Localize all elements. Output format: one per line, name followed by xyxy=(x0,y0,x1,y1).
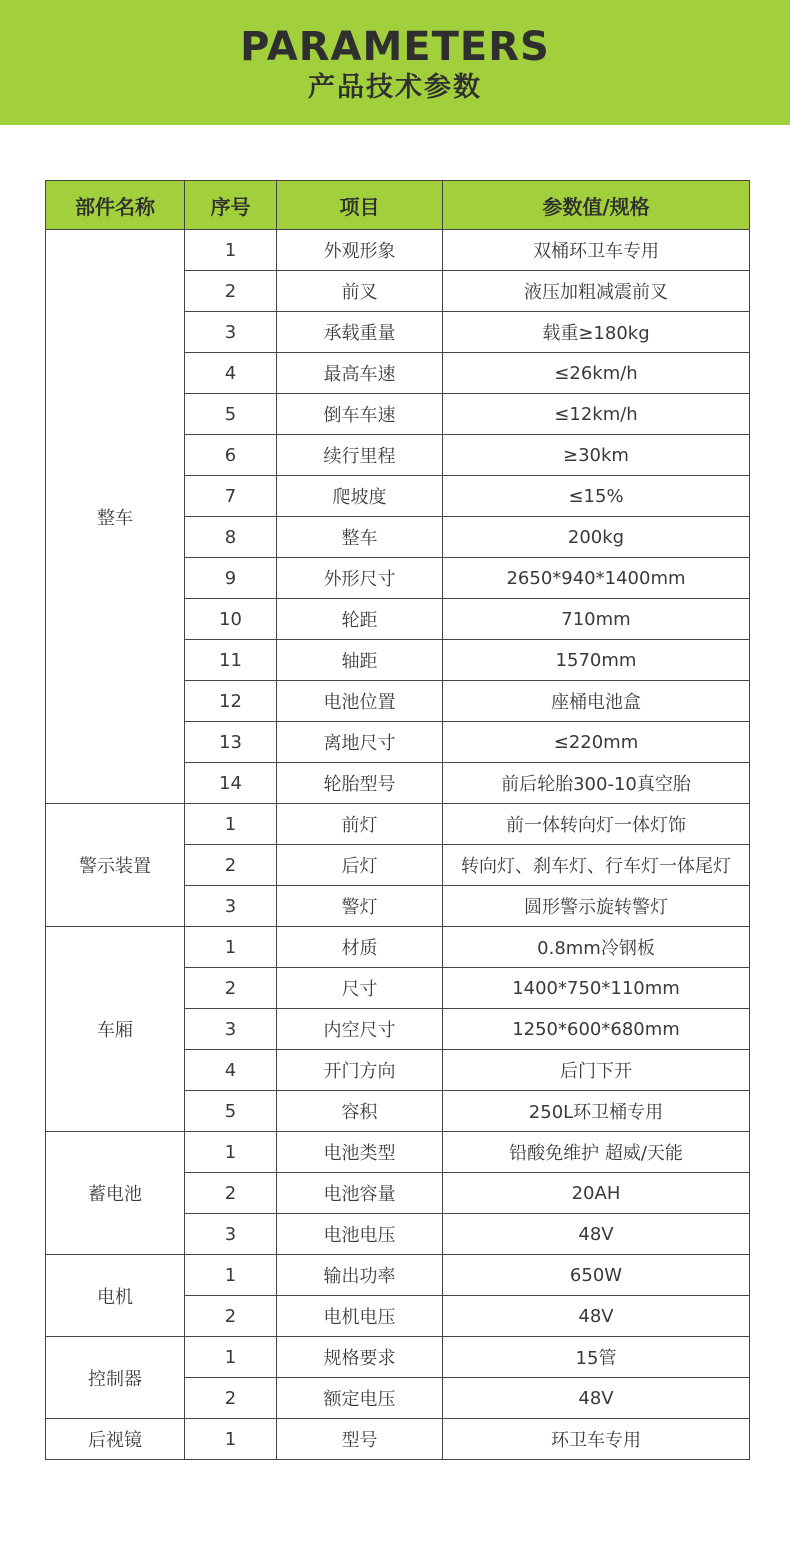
item-name-cell: 后灯 xyxy=(277,845,443,886)
item-name-cell: 容积 xyxy=(277,1091,443,1132)
spec-value-cell: 15管 xyxy=(443,1337,750,1378)
spec-value-cell: 1570mm xyxy=(443,640,750,681)
column-header-item: 项目 xyxy=(277,181,443,230)
table-row xyxy=(46,230,750,271)
spec-value-cell: ≤26km/h xyxy=(443,353,750,394)
item-name-cell: 材质 xyxy=(277,927,443,968)
table-header xyxy=(46,181,750,230)
header-banner xyxy=(0,0,790,125)
row-number-cell: 1 xyxy=(185,230,277,271)
row-number-cell: 2 xyxy=(185,1378,277,1419)
spec-value-cell: 1400*750*110mm xyxy=(443,968,750,1009)
part-name-cell: 后视镜 xyxy=(46,1419,185,1460)
item-name-cell: 承载重量 xyxy=(277,312,443,353)
spec-value-cell: 2650*940*1400mm xyxy=(443,558,750,599)
spec-value-cell: ≤220mm xyxy=(443,722,750,763)
item-name-cell: 警灯 xyxy=(277,886,443,927)
spec-value-cell: 48V xyxy=(443,1296,750,1337)
item-name-cell: 外观形象 xyxy=(277,230,443,271)
row-number-cell: 13 xyxy=(185,722,277,763)
part-name-cell: 车厢 xyxy=(46,927,185,1132)
item-name-cell: 轴距 xyxy=(277,640,443,681)
page-subtitle: 产品技术参数 xyxy=(308,72,482,103)
item-name-cell: 规格要求 xyxy=(277,1337,443,1378)
spec-value-cell: 液压加粗减震前叉 xyxy=(443,271,750,312)
spec-value-cell: 0.8mm冷钢板 xyxy=(443,927,750,968)
spec-value-cell: 环卫车专用 xyxy=(443,1419,750,1460)
spec-value-cell: 双桶环卫车专用 xyxy=(443,230,750,271)
row-number-cell: 5 xyxy=(185,1091,277,1132)
item-name-cell: 最高车速 xyxy=(277,353,443,394)
table-row xyxy=(46,1132,750,1173)
item-name-cell: 尺寸 xyxy=(277,968,443,1009)
item-name-cell: 续行里程 xyxy=(277,435,443,476)
part-name-cell: 警示装置 xyxy=(46,804,185,927)
row-number-cell: 6 xyxy=(185,435,277,476)
row-number-cell: 2 xyxy=(185,1173,277,1214)
item-name-cell: 轮距 xyxy=(277,599,443,640)
spec-value-cell: 前后轮胎300-10真空胎 xyxy=(443,763,750,804)
table-row xyxy=(46,804,750,845)
table-row xyxy=(46,1419,750,1460)
row-number-cell: 1 xyxy=(185,927,277,968)
spec-value-cell: ≤12km/h xyxy=(443,394,750,435)
parameters-table xyxy=(45,180,750,1460)
spec-value-cell: 48V xyxy=(443,1378,750,1419)
item-name-cell: 电池类型 xyxy=(277,1132,443,1173)
item-name-cell: 开门方向 xyxy=(277,1050,443,1091)
row-number-cell: 2 xyxy=(185,271,277,312)
item-name-cell: 电池位置 xyxy=(277,681,443,722)
row-number-cell: 2 xyxy=(185,845,277,886)
spec-value-cell: 铅酸免维护 超威/天能 xyxy=(443,1132,750,1173)
item-name-cell: 轮胎型号 xyxy=(277,763,443,804)
row-number-cell: 14 xyxy=(185,763,277,804)
row-number-cell: 1 xyxy=(185,1132,277,1173)
table-body xyxy=(46,230,750,1460)
part-name-cell: 整车 xyxy=(46,230,185,804)
row-number-cell: 1 xyxy=(185,1419,277,1460)
spec-value-cell: 前一体转向灯一体灯饰 xyxy=(443,804,750,845)
item-name-cell: 电池电压 xyxy=(277,1214,443,1255)
row-number-cell: 12 xyxy=(185,681,277,722)
spec-value-cell: ≥30km xyxy=(443,435,750,476)
spec-value-cell: 1250*600*680mm xyxy=(443,1009,750,1050)
spec-value-cell: 200kg xyxy=(443,517,750,558)
part-name-cell: 电机 xyxy=(46,1255,185,1337)
row-number-cell: 7 xyxy=(185,476,277,517)
spec-value-cell: 座桶电池盒 xyxy=(443,681,750,722)
spec-value-cell: 48V xyxy=(443,1214,750,1255)
table-row xyxy=(46,1337,750,1378)
item-name-cell: 外形尺寸 xyxy=(277,558,443,599)
row-number-cell: 1 xyxy=(185,804,277,845)
spec-value-cell: 650W xyxy=(443,1255,750,1296)
item-name-cell: 倒车车速 xyxy=(277,394,443,435)
column-header-part: 部件名称 xyxy=(46,181,185,230)
item-name-cell: 前叉 xyxy=(277,271,443,312)
item-name-cell: 内空尺寸 xyxy=(277,1009,443,1050)
spec-value-cell: 载重≥180kg xyxy=(443,312,750,353)
row-number-cell: 1 xyxy=(185,1255,277,1296)
spec-value-cell: 后门下开 xyxy=(443,1050,750,1091)
item-name-cell: 整车 xyxy=(277,517,443,558)
row-number-cell: 3 xyxy=(185,886,277,927)
spec-value-cell: 250L环卫桶专用 xyxy=(443,1091,750,1132)
spec-value-cell: 转向灯、刹车灯、行车灯一体尾灯 xyxy=(443,845,750,886)
row-number-cell: 2 xyxy=(185,1296,277,1337)
spec-value-cell: 圆形警示旋转警灯 xyxy=(443,886,750,927)
column-header-value: 参数值/规格 xyxy=(443,181,750,230)
item-name-cell: 额定电压 xyxy=(277,1378,443,1419)
item-name-cell: 离地尺寸 xyxy=(277,722,443,763)
spec-value-cell: ≤15% xyxy=(443,476,750,517)
part-name-cell: 蓄电池 xyxy=(46,1132,185,1255)
row-number-cell: 4 xyxy=(185,353,277,394)
row-number-cell: 3 xyxy=(185,312,277,353)
row-number-cell: 2 xyxy=(185,968,277,1009)
row-number-cell: 3 xyxy=(185,1214,277,1255)
item-name-cell: 型号 xyxy=(277,1419,443,1460)
row-number-cell: 3 xyxy=(185,1009,277,1050)
column-header-number: 序号 xyxy=(185,181,277,230)
row-number-cell: 9 xyxy=(185,558,277,599)
item-name-cell: 电机电压 xyxy=(277,1296,443,1337)
item-name-cell: 电池容量 xyxy=(277,1173,443,1214)
page-title: PARAMETERS xyxy=(240,24,550,70)
item-name-cell: 输出功率 xyxy=(277,1255,443,1296)
row-number-cell: 10 xyxy=(185,599,277,640)
row-number-cell: 1 xyxy=(185,1337,277,1378)
part-name-cell: 控制器 xyxy=(46,1337,185,1419)
item-name-cell: 前灯 xyxy=(277,804,443,845)
row-number-cell: 4 xyxy=(185,1050,277,1091)
row-number-cell: 8 xyxy=(185,517,277,558)
row-number-cell: 5 xyxy=(185,394,277,435)
row-number-cell: 11 xyxy=(185,640,277,681)
table-row xyxy=(46,927,750,968)
spec-value-cell: 710mm xyxy=(443,599,750,640)
spec-value-cell: 20AH xyxy=(443,1173,750,1214)
item-name-cell: 爬坡度 xyxy=(277,476,443,517)
table-row xyxy=(46,1255,750,1296)
